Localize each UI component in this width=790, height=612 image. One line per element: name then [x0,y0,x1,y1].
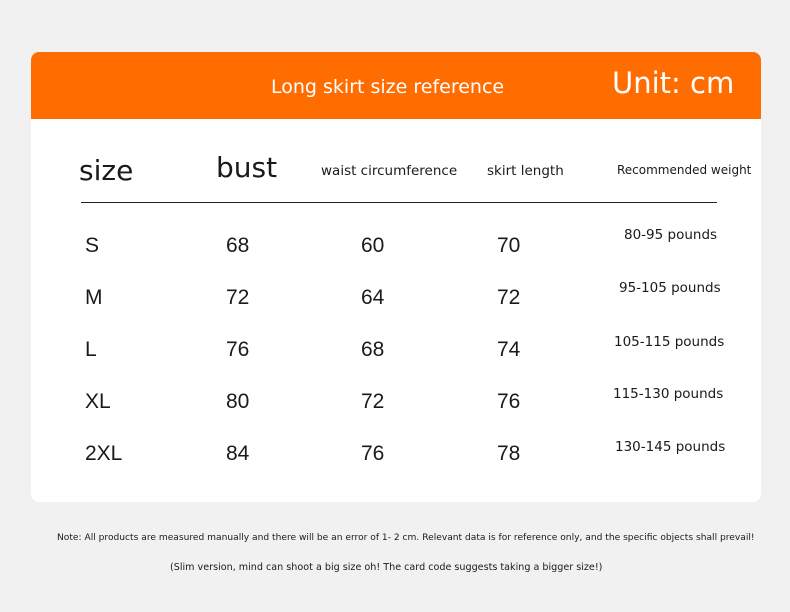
card-header [31,52,761,119]
cell-size: XL [85,390,111,413]
cell-skirt-length: 70 [497,234,521,257]
size-chart-card [31,52,761,502]
header-recommended-weight: Recommended weight [617,163,752,177]
header-divider [81,202,717,203]
header-size: size [79,154,134,187]
cell-bust: 72 [226,286,250,309]
chart-title: Long skirt size reference [271,76,505,98]
header-skirt-length: skirt length [487,163,564,179]
cell-bust: 84 [226,442,250,465]
cell-skirt-length: 72 [497,286,521,309]
cell-bust: 76 [226,338,250,361]
cell-size: L [85,338,97,361]
cell-bust: 68 [226,234,250,257]
cell-size: 2XL [85,442,123,465]
unit-label: Unit: cm [612,66,735,100]
cell-skirt-length: 78 [497,442,521,465]
header-bust: bust [216,151,278,184]
cell-weight: 95-105 pounds [619,280,721,296]
cell-waist: 60 [361,234,385,257]
cell-skirt-length: 76 [497,390,521,413]
cell-waist: 68 [361,338,385,361]
cell-weight: 80-95 pounds [624,227,718,243]
cell-waist: 72 [361,390,385,413]
sizing-tip: (Slim version, mind can shoot a big size oh! The card code suggests taking a bigger size!) [170,562,603,573]
measurement-note: Note: All products are measured manually and there will be an error of 1- 2 cm. Relevant data is for reference only, and the specific objects shall prevail! [57,533,755,543]
cell-weight: 105-115 pounds [614,334,725,350]
cell-waist: 64 [361,286,385,309]
cell-weight: 115-130 pounds [613,386,724,402]
cell-bust: 80 [226,390,250,413]
cell-size: M [85,286,103,309]
header-waist-circumference: waist circumference [321,163,458,179]
cell-waist: 76 [361,442,385,465]
cell-weight: 130-145 pounds [615,439,726,455]
cell-skirt-length: 74 [497,338,521,361]
cell-size: S [85,234,100,257]
